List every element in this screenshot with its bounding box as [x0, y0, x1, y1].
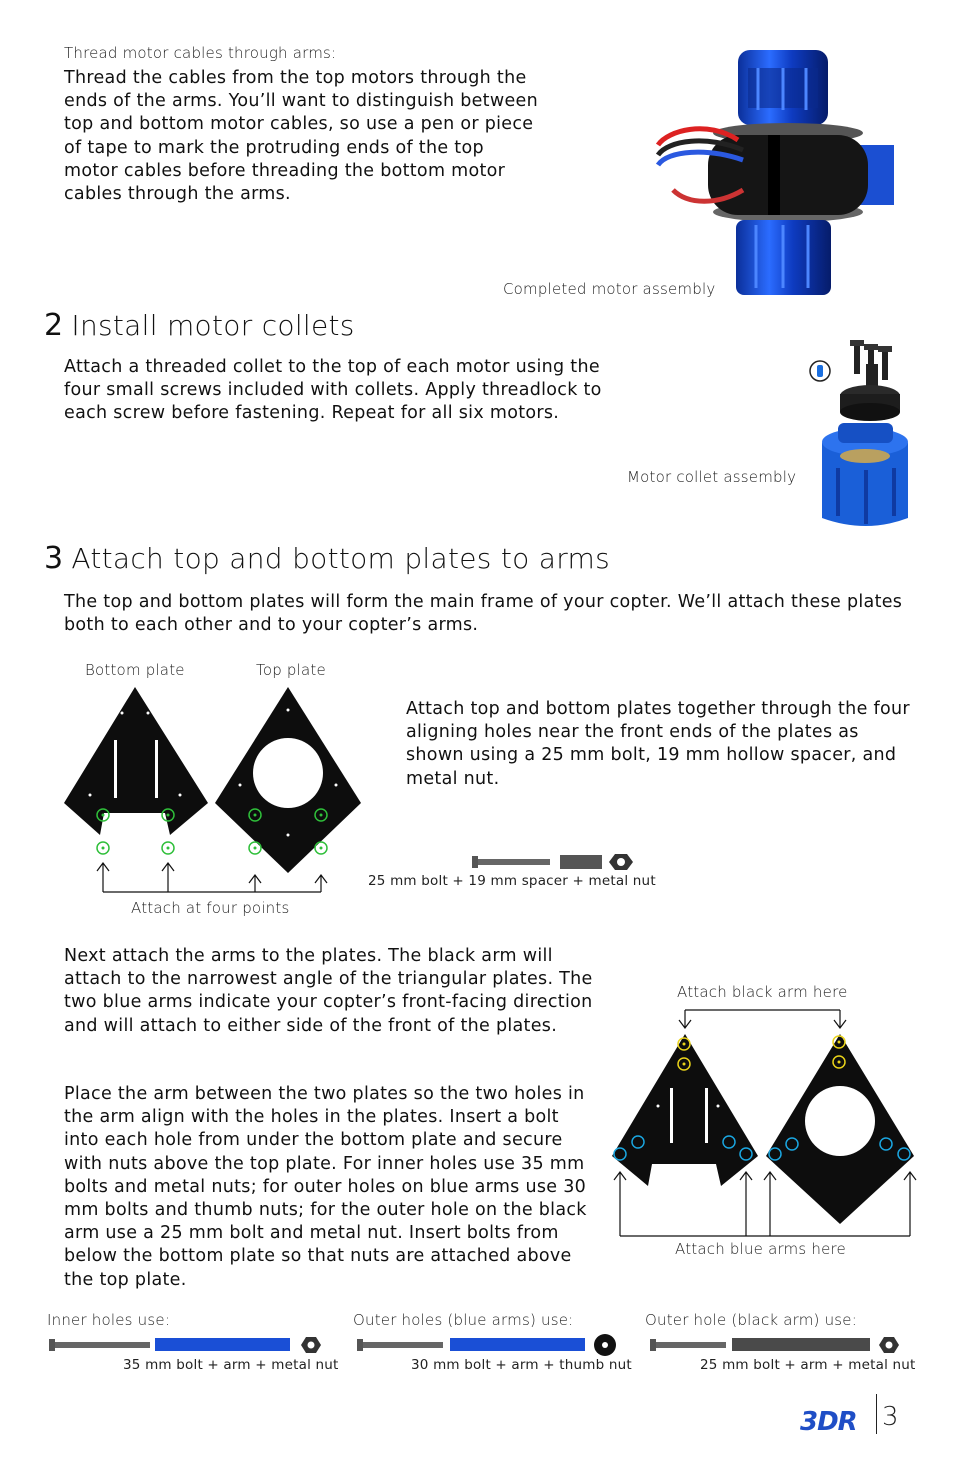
- blue-arms-label: Attach blue arms here: [675, 1240, 846, 1258]
- step2-title: Install motor collets: [71, 309, 355, 342]
- attach-points-label: Attach at four points: [131, 899, 290, 917]
- bottom-plate-shape: [64, 687, 208, 835]
- arms-attach-diagram: [608, 1006, 918, 1238]
- arms-paragraph-1: Next attach the arms to the plates. The black arm will attach to the narrowest angle of the triangular plates. The two blue arms indicate your copter’s front-facing direction and will attach to either side of the front of the plates.: [64, 946, 593, 1036]
- hardware-set-3-image: [648, 1335, 900, 1355]
- bottom-plate-label: Bottom plate: [85, 661, 185, 679]
- black-arm-label: Attach black arm here: [677, 983, 848, 1001]
- hardware-set-3-caption: 25 mm bolt + arm + metal nut: [700, 1357, 916, 1373]
- step2-heading: [44, 308, 355, 343]
- arms-paragraph-2: Place the arm between the two plates so the two holes in the arm align with the holes in the plates. Insert a bolt into each hole from under the bottom plate and secure with nuts above the top plate. For inner holes use 35 mm bolts and metal nuts; for outer holes on blue arms use 30 mm bolts and thumb nuts; for the outer hole on the black arm use a 25 mm bolt and metal nut. Insert bolts from below the bottom plate so that nuts are attached above the top plate.: [64, 1084, 587, 1290]
- step3-title: Attach top and bottom plates to arms: [71, 542, 610, 575]
- hardware-set-1-image: [47, 1335, 322, 1355]
- step2-body: Attach a threaded collet to the top of each motor using the four small screws included with collets. Apply threadlock to each screw before fastening. Repeat for all six motors.: [64, 357, 602, 424]
- hardware-set-1-caption: 35 mm bolt + arm + metal nut: [123, 1357, 339, 1373]
- step1-body: Thread the cables from the top motors through the ends of the arms. You’ll want to distinguish between top and bottom motor cables, so use a pen or piece of tape to mark the protruding ends of the top motor cables before threading the bottom motor cables through the arms.: [64, 68, 538, 205]
- footer-divider: [876, 1394, 877, 1434]
- motor-assembly-caption: Completed motor assembly: [503, 280, 716, 298]
- step2-number: 2: [44, 308, 64, 343]
- plates-attach-diagram: [60, 685, 365, 895]
- hardware-set-3-heading: Outer hole (black arm) use:: [645, 1311, 857, 1329]
- hardware-set-1-heading: Inner holes use:: [47, 1311, 171, 1329]
- step3-heading: [44, 541, 610, 576]
- bottom-plate-shape-2: [612, 1034, 758, 1186]
- bolt-spacer-nut-caption: 25 mm bolt + 19 mm spacer + metal nut: [368, 873, 656, 889]
- step3-number: 3: [44, 541, 64, 576]
- 3dr-logo: 3DR: [800, 1407, 857, 1437]
- hardware-set-2-caption: 30 mm bolt + arm + thumb nut: [411, 1357, 632, 1373]
- bolt-spacer-nut-image: [470, 850, 635, 874]
- motor-assembly-image: [648, 40, 894, 302]
- hardware-set-2-image: [355, 1333, 620, 1357]
- step1-subtitle: Thread motor cables through arms:: [64, 44, 337, 62]
- hardware-set-2-heading: Outer holes (blue arms) use:: [353, 1311, 574, 1329]
- motor-collet-caption: Motor collet assembly: [627, 468, 797, 486]
- step3-intro: The top and bottom plates will form the main frame of your copter. We’ll attach these plates both to each other and to your copter’s arms.: [64, 592, 903, 636]
- top-plate-label: Top plate: [256, 661, 326, 679]
- plates-instruction: Attach top and bottom plates together through the four aligning holes near the front ends of the plates as shown using a 25 mm bolt, 19 mm hollow spacer, and metal nut.: [406, 699, 910, 789]
- motor-collet-image: [808, 338, 913, 530]
- page-number: 3: [882, 1402, 899, 1432]
